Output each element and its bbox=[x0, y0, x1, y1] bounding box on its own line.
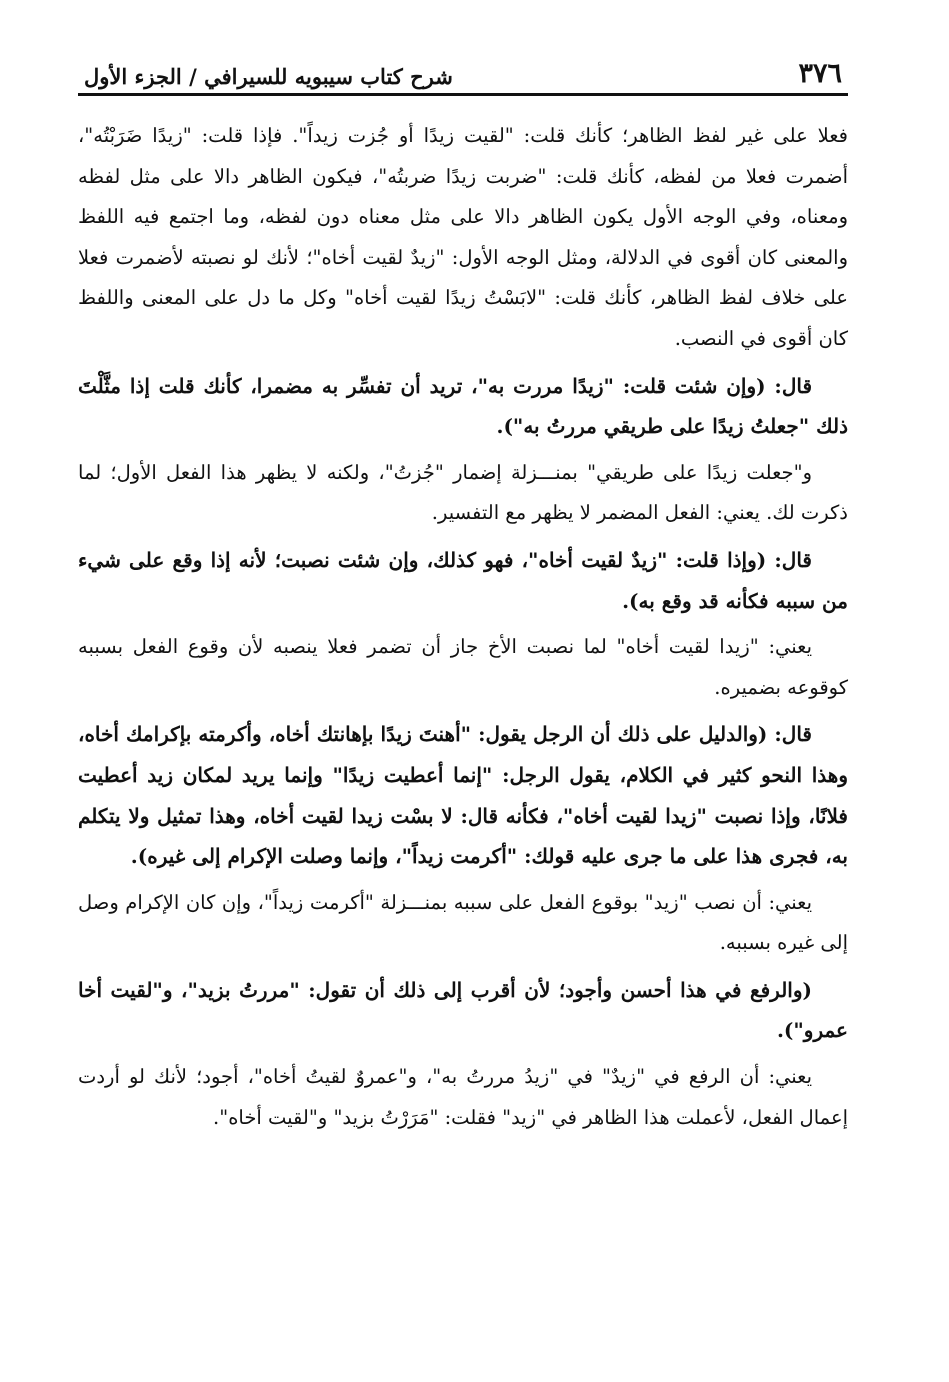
paragraph: قال: (وإذا قلت: "زيدٌ لقيت أخاه"، فهو كذلك، وإن شئت نصبت؛ لأنه إذا وقع على شيء من سببه فكأنه قد وقع به). bbox=[78, 547, 848, 613]
paragraph: و"جعلت زيدًا على طريقي" بمنـــزلة إضمار "جُزتُ"، ولكنه لا يظهر هذا الفعل الأول؛ لما ذكرت لك. يعني: الفعل المضمر لا يظهر مع التفسير. bbox=[78, 460, 848, 525]
running-title: شرح كتاب سيبويه للسيرافي / الجزء الأول bbox=[84, 64, 453, 89]
paragraph: يعني: "زيدا لقيت أخاه" لما نصبت الأخ جاز أن تضمر فعلا ينصبه لأن وقوع الفعل بسببه كوقوعه بضميره. bbox=[78, 635, 848, 699]
book-page bbox=[78, 52, 848, 1144]
paragraph: قال: (والدليل على ذلك أن الرجل يقول: "أهنتَ زيدًا بإهانتك أخاه، وأكرمته بإكرامك أخاه، وهذا النحو كثير في الكلام، يقول الرجل: "إنما أعطيت زيدًا" وإنما يريد لمكان زيد أعطيت فلانًا، وإذا نصبت "زيدا لقيت أخاه"، فكأنه قال: لا بسْت زيدا لقيت أخاه، وهذا تمثيل ولا يتكلم به، فجرى هذا على ما جرى عليه قولك: "أكرمت زيداً"، وإنما وصلت الإكرام إلى غيره). bbox=[78, 722, 848, 869]
paragraph: فعلا على غير لفظ الظاهر؛ كأنك قلت: "لقيت زيدًا أو جُزت زيداً". فإذا قلت: "زيدًا ضَرَبْتُه"، أضمرت فعلا من لفظه، كأنك قلت: "ضربت زيدًا ضربتُه"، فيكون الظاهر دالا على مثل لفظه ومعناه، وفي الوجه الأول يكون الظاهر دالا على مثل معناه دون لفظه، وما اجتمع فيه اللفظ والمعنى كان أقوى في الدلالة، ومثل الوجه الأول: "زيدٌ لقيت أخاه"؛ لأنك لو نصبته لأضمرت فعلا على خلاف لفظ الظاهر، كأنك قلت: "لابَسْتُ زيدًا لقيت أخاه" وكل ما دل على المعنى واللفظ كان أقوى في النصب. bbox=[78, 124, 848, 350]
paragraph: يعني: أن الرفع في "زيدٌ" في "زيدُ مررتُ به"، و"عمروٌ لقيتُ أخاه"، أجود؛ لأنك لو أردت إعمال الفعل، لأعملت هذا الظاهر في "زيد" فقلت: "مَرَرْتُ بزيد" و"لقيت أخاه". bbox=[78, 1065, 848, 1129]
page-header bbox=[78, 52, 848, 96]
paragraph: (والرفع في هذا أحسن وأجود؛ لأن أقرب إلى ذلك أن تقول: "مررتُ بزيد"، و"لقيت أخا عمرو"). bbox=[78, 977, 848, 1043]
page-number: ٣٧٦ bbox=[798, 58, 842, 89]
page-body bbox=[78, 116, 848, 1138]
paragraph: قال: (وإن شئت قلت: "زيدًا مررت به"، تريد أن تفسِّر به مضمرا، كأنك قلت إذا مثَّلْتَ ذلك "جعلتُ زيدًا على طريقي مررتُ به"). bbox=[78, 373, 848, 439]
paragraph: يعني: أن نصب "زيد" بوقوع الفعل على سببه بمنـــزلة "أكرمت زيداً"، وإن كان الإكرام وصل إلى غيره بسببه. bbox=[78, 890, 848, 955]
